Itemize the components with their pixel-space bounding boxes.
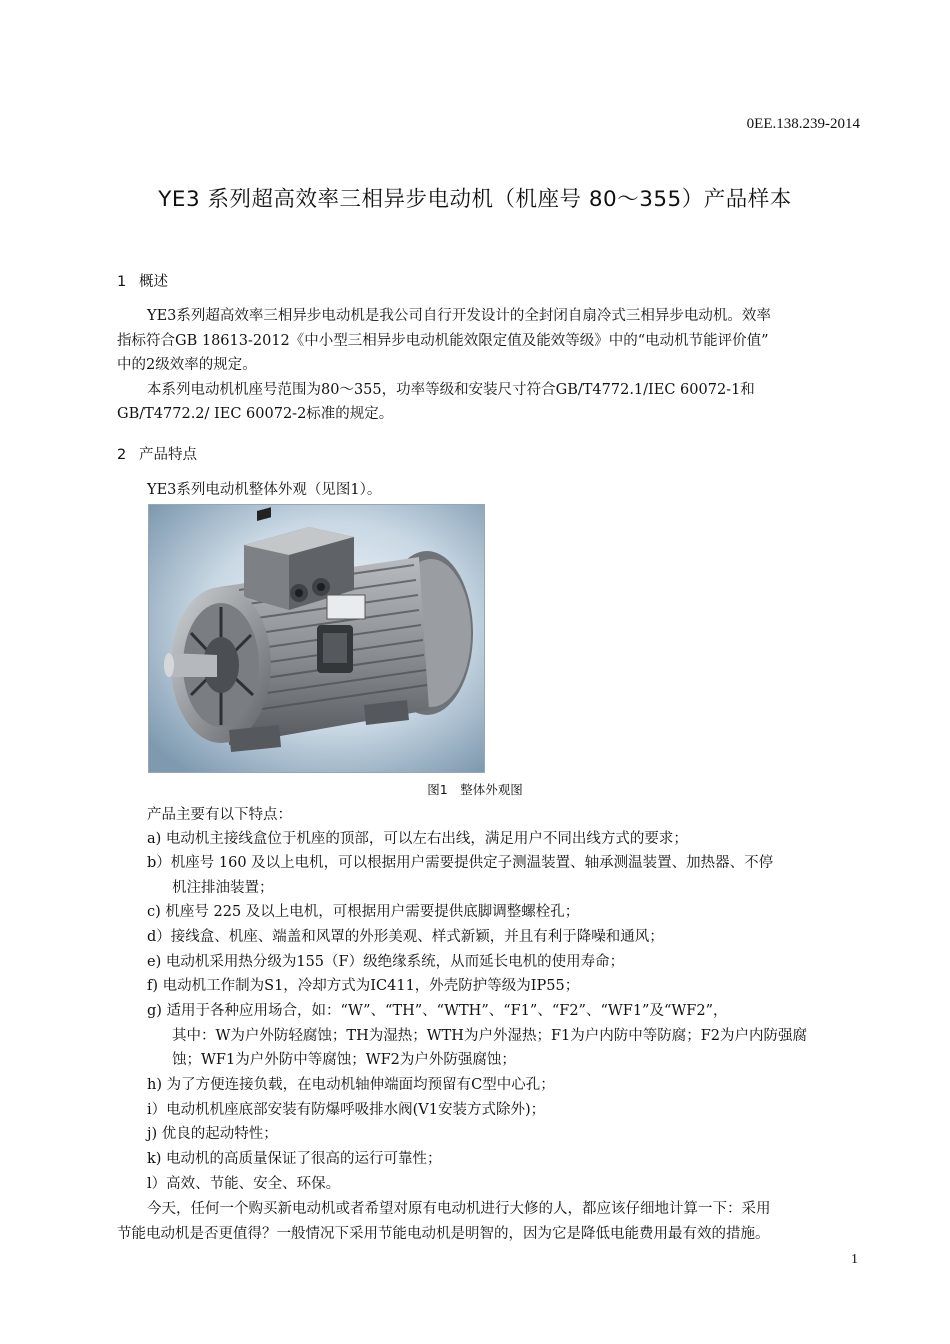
section-1-number: 1	[117, 274, 127, 290]
feature-item	[147, 827, 860, 852]
feature-item	[147, 974, 860, 999]
feature-item	[147, 851, 860, 900]
motor-illustration	[149, 505, 484, 772]
feature-line: g) 适用于各种应用场合，如：“W”、“TH”、“WTH”、“F1”、“F2”、“WF1”及“WF2”，	[147, 1003, 728, 1019]
feature-line: a) 电动机主接线盒位于机座的顶部，可以左右出线，满足用户不同出线方式的要求；	[147, 831, 688, 847]
feature-line: k) 电动机的高质量保证了很高的运行可靠性；	[147, 1151, 442, 1167]
paragraph-2-line-2: GB/T4772.2/ IEC 60072-2标准的规定。	[117, 406, 394, 422]
feature-line: i）电动机机座底部安装有防爆呼吸排水阀(V1安装方式除外)；	[147, 1102, 546, 1118]
paragraph-2-line-1: 本系列电动机机座号范围为80～355，功率等级和安装尺寸符合GB/T4772.1/IEC 60072-1和	[147, 382, 755, 398]
feature-line: 其中：W为户外防轻腐蚀；TH为湿热；WTH为户外湿热；F1为户内防中等防腐；F2为户内防强腐	[172, 1027, 808, 1044]
section-2-number: 2	[117, 447, 127, 463]
feature-line: 蚀；WF1为户外防中等腐蚀；WF2为户外防强腐蚀；	[172, 1052, 516, 1068]
feature-item	[147, 1073, 860, 1098]
page-title: YE3 系列超高效率三相异步电动机（机座号 80～355）产品样本	[158, 187, 792, 212]
feature-line: b）机座号 160 及以上电机，可以根据用户需要提供定子测温装置、轴承测温装置、加热器、不停	[147, 855, 774, 871]
paragraph-1-line-2: 指标符合GB 18613-2012《中小型三相异步电动机能效限定值及能效等级》中的“电动机节能评价值”	[117, 333, 769, 349]
feature-item	[147, 1098, 860, 1123]
section-2-heading	[117, 443, 197, 464]
feature-line: l）高效、节能、安全、环保。	[147, 1176, 341, 1192]
document-id: 0EE.138.239-2014	[746, 116, 860, 132]
feature-item	[147, 950, 860, 975]
features-intro: 产品主要有以下特点：	[147, 807, 292, 823]
feature-line: h) 为了方便连接负载，在电动机轴伸端面均预留有C型中心孔；	[147, 1077, 555, 1093]
feature-line: j) 优良的起动特性；	[147, 1126, 278, 1142]
feature-line: d）接线盒、机座、端盖和风罩的外形美观、样式新颖，并且有利于降噪和通风；	[147, 929, 664, 945]
feature-item	[147, 999, 860, 1073]
section-2-intro: YE3系列电动机整体外观（见图1）。	[147, 482, 382, 498]
feature-item	[147, 1147, 860, 1172]
page-number: 1	[851, 1252, 858, 1267]
feature-line: f) 电动机工作制为S1，冷却方式为IC411，外壳防护等级为IP55；	[147, 978, 580, 994]
section-2-title: 产品特点	[139, 447, 197, 463]
closing-line-1: 今天，任何一个购买新电动机或者希望对原有电动机进行大修的人，都应该仔细地计算一下：采用	[147, 1201, 771, 1217]
section-1-heading	[117, 270, 168, 291]
feature-item	[147, 1122, 860, 1147]
figure-caption: 图1 整体外观图	[427, 782, 523, 797]
feature-item	[147, 1172, 860, 1197]
feature-line: 机注排油装置；	[172, 879, 274, 896]
paragraph-1-line-3: 中的2级效率的规定。	[117, 357, 257, 373]
section-1-title: 概述	[139, 274, 168, 290]
motor-figure	[148, 504, 485, 773]
closing-line-2: 节能电动机是否更值得？一般情况下采用节能电动机是明智的，因为它是降低电能费用最有效的措施。	[117, 1226, 770, 1242]
feature-line: e) 电动机采用热分级为155（F）级绝缘系统，从而延长电机的使用寿命；	[147, 954, 625, 970]
feature-item	[147, 925, 860, 950]
feature-item	[147, 900, 860, 925]
paragraph-1-line-1: YE3系列超高效率三相异步电动机是我公司自行开发设计的全封闭自扇冷式三相异步电动机。效率	[147, 308, 771, 324]
feature-line: c) 机座号 225 及以上电机，可根据用户需要提供底脚调整螺栓孔；	[147, 904, 580, 920]
